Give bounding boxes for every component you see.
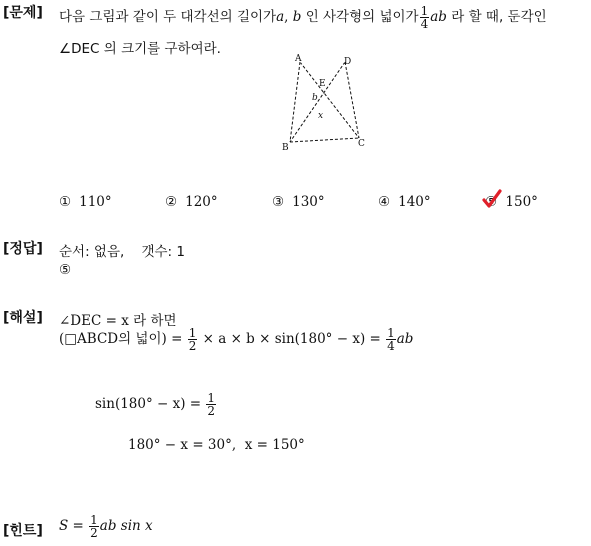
choice-5-number: ⑤ — [485, 194, 498, 210]
quadrilateral-figure — [280, 52, 375, 152]
choice-3-number: ③ — [272, 194, 285, 210]
area-product: × a × b × sin(180° − x) = — [202, 331, 381, 347]
checkmark-icon — [481, 188, 503, 210]
fraction-half: $\frac{1}{2}$ — [188, 326, 197, 353]
answer-meta: 순서: 없음, 갯수: 1 — [59, 244, 185, 260]
area-expression: (□ABCD의 넓이) = — [59, 331, 183, 347]
solution-tag: [해설] — [3, 310, 43, 326]
choice-5-text: 150° — [505, 194, 538, 210]
side-dc — [345, 62, 359, 138]
solution-line-2 — [59, 327, 413, 352]
choice-3-text: 130° — [292, 194, 325, 210]
choice-1-text: 110° — [79, 194, 112, 210]
label-b-small: b — [312, 93, 318, 103]
choice-2[interactable] — [165, 194, 218, 210]
problem-tag: [문제] — [3, 5, 43, 21]
hint-tag: [힌트] — [3, 523, 43, 539]
var-a: a — [276, 9, 285, 25]
diagonal-ac — [300, 62, 359, 138]
ab-term: ab — [430, 9, 447, 25]
problem-line-2: ∠DEC 의 크기를 구하여라. — [59, 41, 221, 57]
problem-text-a: 다음 그림과 같이 두 대각선의 길이가 — [59, 9, 277, 25]
hint-formula — [59, 514, 153, 539]
var-b: b — [292, 9, 302, 25]
hint-lhs: S = — [59, 518, 84, 534]
problem-text-c: 라 할 때, 둔각인 — [451, 9, 547, 25]
choice-4-text: 140° — [398, 194, 431, 210]
choice-5[interactable] — [485, 194, 538, 210]
answer-value: ⑤ — [59, 262, 72, 278]
comma: , — [284, 9, 289, 25]
choice-4[interactable] — [378, 194, 431, 210]
label-e: E — [319, 79, 326, 89]
label-a: A — [295, 54, 302, 64]
choice-4-number: ④ — [378, 194, 391, 210]
solution-equation-2: 180° − x = 30°, x = 150° — [128, 437, 305, 453]
fraction-quarter: $\frac{1}{4}$ — [420, 4, 429, 31]
fraction-half-2: $\frac{1}{2}$ — [207, 391, 216, 418]
fraction-quarter-2: $\frac{1}{4}$ — [387, 326, 395, 353]
sine-expression: sin(180° − x) = — [95, 396, 202, 412]
side-bc — [290, 138, 359, 142]
label-x: x — [318, 111, 324, 121]
answer-tag: [정답] — [3, 241, 43, 257]
hint-fraction: $\frac{1}{2}$ — [90, 513, 98, 540]
choice-2-text: 120° — [185, 194, 218, 210]
solution-line-1: ∠DEC = x 라 하면 — [59, 313, 177, 329]
label-c: C — [358, 139, 365, 149]
problem-line-1 — [59, 5, 547, 30]
choice-1-number: ① — [59, 194, 72, 210]
area-result: ab — [396, 331, 414, 347]
choice-2-number: ② — [165, 194, 178, 210]
label-b: B — [282, 143, 289, 152]
problem-text-b: 인 사각형의 넓이가 — [305, 9, 419, 25]
choice-1[interactable] — [59, 194, 112, 210]
solution-equation-1 — [95, 392, 217, 417]
choice-3[interactable] — [272, 194, 325, 210]
label-d: D — [344, 57, 352, 67]
hint-rhs: ab sin x — [99, 518, 153, 534]
